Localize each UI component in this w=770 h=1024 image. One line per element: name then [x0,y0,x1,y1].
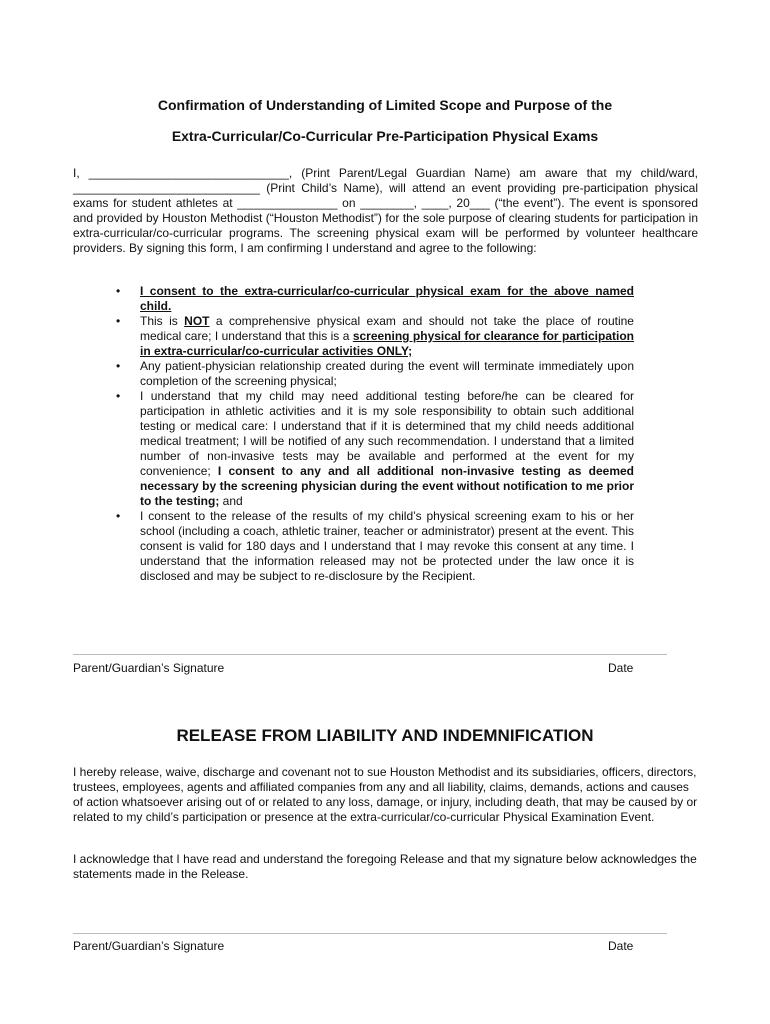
consent-item-exam [116,284,634,314]
consent-item-text: I consent to the extra-curricular/co-curricular physical exam for the above named child. [140,284,634,313]
bullet-icon: • [116,509,121,523]
release-signature-label: Parent/Guardian’s Signature [73,939,225,953]
form-title-line2: Extra-Curricular/Co-Curricular Pre-Participation Physical Exams [171,128,599,144]
release-title: RELEASE FROM LIABILITY AND INDEMNIFICATION [176,726,594,745]
consent-list [116,284,634,584]
consent-item-relationship [116,359,634,389]
consent-item-text: I understand that my child may need additional testing before/he can be cleared for participation in athletic activities and it is my sole responsibility to obtain such additional testing or medical care: I understand that if it is determined that my child needs additional medical treatment; I will be notified of any such recommendation. I understand that a limited number of non-invasive tests may be available and performed at the event for my convenience; [140,389,634,478]
acknowledgement-paragraph: I acknowledge that I have read and understand the foregoing Release and that my signature below acknowledges the statements made in the Release. [73,852,697,881]
consent-item-additional-testing [116,389,634,509]
release-signature-line[interactable] [73,933,667,934]
intro-paragraph: I, ______________________________, (Print Parent/Legal Guardian Name) am aware that my child/ward, ____________________________ (Print Child’s Name), will attend an event providing pre-participation physical exams for student athletes at _______________ on ________, ____, 20___ (“the event”). The event is sponsored and provided by Houston Methodist (“Houston Methodist”) for the sole purpose of clearing students for participation in extra-curricular/co-curricular programs. The screening physical exam will be performed by volunteer healthcare providers. By signing this form, I am confirming I understand and agree to the following: [73,166,698,255]
bullet-icon: • [116,314,121,328]
consent-item-text: a comprehensive physical exam and should not take the place of routine medical care; I understand that this is a [140,314,634,343]
release-date-label: Date [608,939,634,953]
screening-emphasis: screening physical for clearance for participation in extra-curricular/co-curricular activities ONLY; [140,329,635,358]
not-emphasis: NOT [184,314,210,328]
release-paragraph: I hereby release, waive, discharge and covenant not to sue Houston Methodist and its subsidiaries, officers, directors, trustees, employees, agents and affiliated companies from any and all liability, claims, demands, actions and causes of action whatsoever arising out of or related to any loss, damage, or injury, including death, that may be caused by or related to my child’s participation or presence at the extra-curricular/co-curricular Physical Examination Event. [73,765,698,824]
date-label: Date [608,661,634,675]
bullet-icon: • [116,284,121,298]
testing-consent-emphasis: I consent to any and all additional non-invasive testing as deemed necessary by the screening physician during the event without notification to me prior to the testing; [140,464,634,508]
consent-item-text: This is [140,314,185,328]
bullet-icon: • [116,359,121,373]
consent-item-text: and [219,494,243,508]
consent-item-text: I consent to the release of the results of my child’s physical screening exam to his or her school (including a coach, athletic trainer, teacher or administrator) present at the event. This consent is valid for 180 days and I understand that I may revoke this consent at any time. I understand that the information released may not be protected under the law once it is disclosed and may be subject to re-disclosure by the Recipient. [140,509,634,583]
form-title-line1: Confirmation of Understanding of Limited Scope and Purpose of the [157,97,613,113]
consent-item-text: Any patient-physician relationship created during the event will terminate immediately upon completion of the screening physical; [140,359,634,388]
consent-item-not-comprehensive [116,314,634,359]
bullet-icon: • [116,389,121,403]
consent-item-release-results [116,509,634,584]
signature-line[interactable] [73,654,667,655]
signature-label: Parent/Guardian’s Signature [73,661,225,675]
